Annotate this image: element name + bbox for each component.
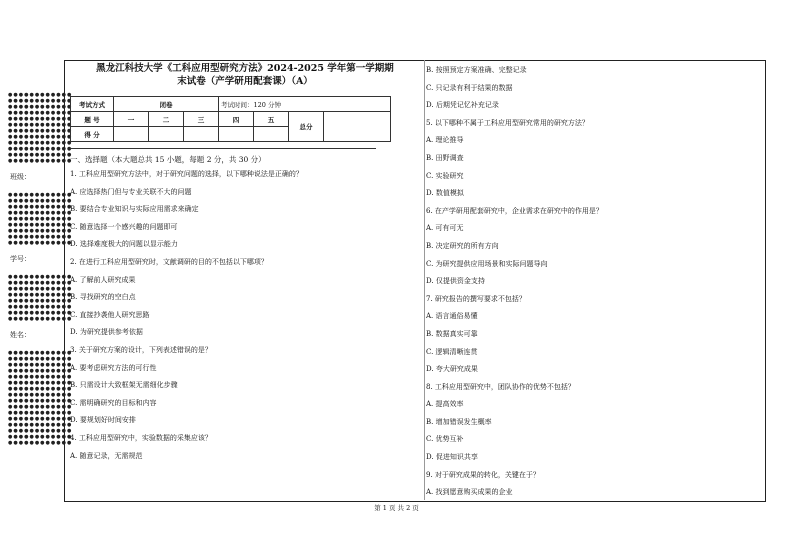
question: 1. 工科应用型研究方法中，对于研究问题的选择，以下哪种说法是正确的？ [70,170,303,178]
question: 6. 在产学研用配套研究中，企业需求在研究中的作用是？ [426,206,603,215]
dot-row: ●●●●●●●●●●●● [8,350,73,356]
option: C. 优势互补 [426,435,464,444]
dot-row: ●●●●●●●●●●●● [8,116,73,122]
option: A. 理论推导 [426,136,464,145]
dot-row-group [8,92,73,164]
dot-row-group [8,192,73,246]
score-label: 得 分 [71,127,114,142]
dot-row: ●●●●●●●●●●●● [8,92,73,98]
dot-row: ●●●●●●●●●●●● [8,422,73,428]
dot-row: ●●●●●●●●●●●● [8,292,73,298]
dot-row: ●●●●●●●●●●●● [8,128,73,134]
exam-mode-value: 闭卷 [114,97,219,112]
question: 4. 工科应用型研究中，实验数据的采集应该？ [70,433,212,442]
score-cell [219,127,254,142]
dot-row: ●●●●●●●●●●●● [8,98,73,104]
option: A. 应选择热门但与专业关联不大的问题 [70,187,192,196]
dot-row-group [8,350,73,446]
right-column [426,62,762,502]
question: 9. 对于研究成果的转化，关键在于？ [426,470,540,479]
dot-row: ●●●●●●●●●●●● [8,228,73,234]
dot-row: ●●●●●●●●●●●● [8,440,73,446]
dot-row: ●●●●●●●●●●●● [8,110,73,116]
class-label: 班级： [10,173,31,181]
score-cell [184,127,219,142]
dot-row: ●●●●●●●●●●●● [8,398,73,404]
student-id-label: 学号： [10,255,31,263]
dot-row: ●●●●●●●●●●●● [8,410,73,416]
exam-title [70,62,420,88]
option: A. 语言通俗易懂 [426,312,478,321]
dot-row: ●●●●●●●●●●●● [8,104,73,110]
option: A. 了解前人研究成果 [70,275,136,284]
dot-row: ●●●●●●●●●●●● [8,316,73,322]
dot-row: ●●●●●●●●●●●● [8,428,73,434]
option: B. 要结合专业知识与实际应用需求来确定 [70,205,199,214]
dot-row: ●●●●●●●●●●●● [8,286,73,292]
option: C. 实验研究 [426,171,464,180]
option: B. 数据真实可靠 [426,329,478,338]
option: A. 可有可无 [426,224,464,233]
option: D. 仅提供资金支持 [426,277,485,286]
left-column [70,62,420,465]
option: D. 数值模拟 [426,189,464,198]
option: C. 需明确研究的目标和内容 [70,398,157,407]
score-cell [254,127,289,142]
question: 5. 以下哪种不属于工科应用型研究常用的研究方法？ [426,118,589,127]
exam-mode-label: 考试方式 [71,97,114,112]
col-4: 四 [219,112,254,127]
dot-row: ●●●●●●●●●●●● [8,152,73,158]
section-rule [70,148,376,149]
question: 3. 关于研究方案的设计，下列表述错误的是？ [70,345,212,354]
question: 7. 研究报告的撰写要求不包括？ [426,294,526,303]
dot-row: ●●●●●●●●●●●● [8,158,73,164]
dot-row: ●●●●●●●●●●●● [8,140,73,146]
option: A. 随意记录，无需规范 [70,451,143,460]
dot-row: ●●●●●●●●●●●● [8,310,73,316]
option: B. 只需设计大致框架无需细化步骤 [70,381,178,390]
title-line-2: 末试卷（产学研用配套课）（A） [177,76,313,87]
option: C. 直接抄袭他人研究思路 [70,310,150,319]
option: B. 决定研究的所有方向 [426,241,499,250]
name-label: 姓名： [10,331,31,339]
dot-row: ●●●●●●●●●●●● [8,304,73,310]
column-divider [424,60,425,500]
option: C. 只记录有利于结果的数据 [426,83,513,92]
col-3: 三 [184,112,219,127]
total-score-cell [324,112,391,142]
dot-row: ●●●●●●●●●●●● [8,198,73,204]
dot-row: ●●●●●●●●●●●● [8,380,73,386]
score-cell [114,127,149,142]
dot-row: ●●●●●●●●●●●● [8,416,73,422]
left-question-list [70,166,420,465]
option: D. 夸大研究成果 [426,365,478,374]
dot-row: ●●●●●●●●●●●● [8,222,73,228]
option: D. 后期凭记忆补充记录 [426,101,499,110]
dot-row: ●●●●●●●●●●●● [8,234,73,240]
option: B. 田野调查 [426,153,464,162]
dot-row: ●●●●●●●●●●●● [8,434,73,440]
dot-row: ●●●●●●●●●●●● [8,362,73,368]
dot-row: ●●●●●●●●●●●● [8,134,73,140]
page-footer: 第 1 页 共 2 页 [374,504,419,512]
total-label: 总分 [289,112,324,142]
binding-margin [8,92,73,522]
dot-row-group [8,274,73,322]
dot-row: ●●●●●●●●●●●● [8,386,73,392]
dot-row: ●●●●●●●●●●●● [8,122,73,128]
dot-row: ●●●●●●●●●●●● [8,392,73,398]
option: A. 提高效率 [426,400,464,409]
question: 8. 工科应用型研究中，团队协作的优势不包括？ [426,382,575,391]
section-one-heading: 一、选择题（本大题总共 15 小题，每题 2 分，共 30 分） [70,155,266,164]
question-no-label: 题 号 [71,112,114,127]
question: 2. 在进行工科应用型研究时，文献调研的目的不包括以下哪项？ [70,257,268,266]
dot-row: ●●●●●●●●●●●● [8,146,73,152]
option: D. 为研究提供参考依据 [70,328,143,337]
option: B. 寻找研究的空白点 [70,293,136,302]
option: C. 随意选择一个感兴趣的问题即可 [70,222,178,231]
score-table [70,96,391,142]
dot-row: ●●●●●●●●●●●● [8,368,73,374]
title-line-1: 黑龙江科技大学《工科应用型研究方法》2024-2025 学年第一学期期 [96,63,394,74]
dot-row: ●●●●●●●●●●●● [8,280,73,286]
score-cell [149,127,184,142]
dot-row: ●●●●●●●●●●●● [8,192,73,198]
col-2: 二 [149,112,184,127]
option: B. 按照预定方案准确、完整记录 [426,66,527,74]
dot-row: ●●●●●●●●●●●● [8,274,73,280]
col-1: 一 [114,112,149,127]
dot-row: ●●●●●●●●●●●● [8,216,73,222]
option: C. 为研究提供应用场景和实际问题导向 [426,259,548,268]
option: D. 选择难度极大的问题以显示能力 [70,240,178,249]
option: A. 找到愿意购买成果的企业 [426,488,513,497]
option: D. 要规划好时间安排 [70,416,136,425]
dot-row: ●●●●●●●●●●●● [8,204,73,210]
dot-row: ●●●●●●●●●●●● [8,240,73,246]
dot-row: ●●●●●●●●●●●● [8,374,73,380]
dot-row: ●●●●●●●●●●●● [8,298,73,304]
dot-row: ●●●●●●●●●●●● [8,210,73,216]
col-5: 五 [254,112,289,127]
option: C. 逻辑清晰连贯 [426,347,478,356]
option: A. 要考虑研究方法的可行性 [70,363,157,372]
option: D. 促进知识共享 [426,453,478,462]
option: B. 增加错误发生概率 [426,417,492,426]
exam-time: 考试时间：120 分钟 [219,97,391,112]
dot-row: ●●●●●●●●●●●● [8,404,73,410]
dot-row: ●●●●●●●●●●●● [8,356,73,362]
